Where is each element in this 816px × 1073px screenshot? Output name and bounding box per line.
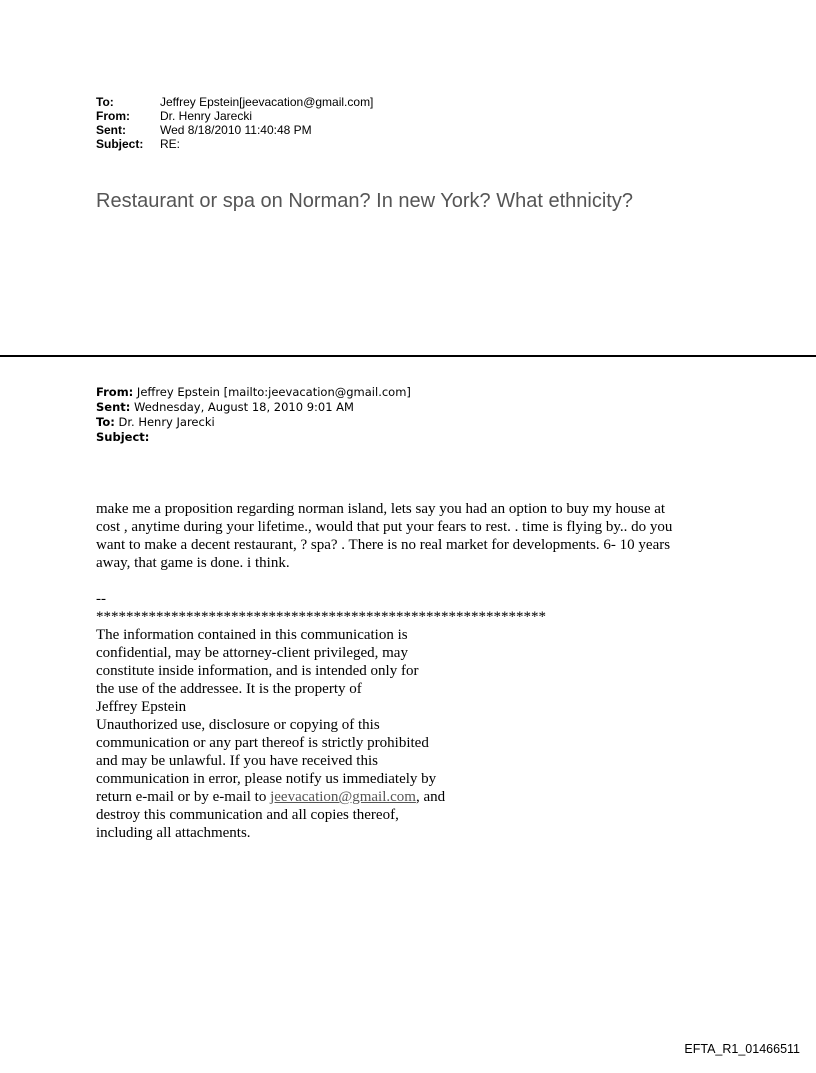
to-value: Jeffrey Epstein[jeevacation@gmail.com] bbox=[160, 95, 374, 109]
signature-return-line bbox=[96, 788, 546, 806]
signature-line: communication in error, please notify us immediately by bbox=[96, 771, 437, 787]
return-prefix: return e-mail or by e-mail to bbox=[96, 789, 271, 805]
signature-line: including all attachments. bbox=[96, 825, 251, 841]
quoted-body-line: want to make a decent restaurant, ? spa? . There is no real market for developments. 6- 10 years bbox=[96, 537, 671, 553]
signature-line: confidential, may be attorney-client privileged, may bbox=[96, 645, 408, 661]
quoted-subject-row bbox=[96, 430, 411, 445]
signature-line: Jeffrey Epstein bbox=[96, 699, 187, 715]
quoted-body-line: make me a proposition regarding norman island, lets say you had an option to buy my house at bbox=[96, 501, 666, 517]
quoted-sent-row bbox=[96, 400, 411, 415]
from-value: Dr. Henry Jarecki bbox=[160, 109, 253, 123]
quoted-body-line: cost , anytime during your lifetime., would that put your fears to rest. . time is flying by.. do you bbox=[96, 519, 673, 535]
signature-line: and may be unlawful. If you have received this bbox=[96, 753, 378, 769]
quoted-body-line: away, that game is done. i think. bbox=[96, 555, 290, 571]
message-divider bbox=[0, 355, 816, 357]
sent-row bbox=[96, 123, 373, 137]
sent-label: Sent: bbox=[96, 123, 126, 137]
signature-line: destroy this communication and all copies thereof, bbox=[96, 807, 399, 823]
signature-line: the use of the addressee. It is the property of bbox=[96, 681, 362, 697]
sent-value: Wed 8/18/2010 11:40:48 PM bbox=[160, 123, 312, 137]
signature-stars: ************************************************************ bbox=[96, 609, 546, 625]
email-header bbox=[96, 95, 373, 151]
signature-line: constitute inside information, and is intended only for bbox=[96, 663, 419, 679]
quoted-body bbox=[96, 500, 726, 572]
quoted-from-value: Jeffrey Epstein [mailto:jeevacation@gmail.com] bbox=[133, 385, 411, 399]
signature-line: communication or any part thereof is strictly prohibited bbox=[96, 735, 429, 751]
reply-body: Restaurant or spa on Norman? In new York? What ethnicity? bbox=[96, 190, 633, 212]
quoted-header bbox=[96, 385, 411, 445]
return-suffix: , and bbox=[415, 789, 446, 805]
quoted-to-label: To: bbox=[96, 415, 115, 429]
document-id: EFTA_R1_01466511 bbox=[684, 1042, 800, 1056]
from-row bbox=[96, 109, 373, 123]
quoted-to-row bbox=[96, 415, 411, 430]
to-row bbox=[96, 95, 373, 109]
signature-line: The information contained in this communication is bbox=[96, 627, 408, 643]
confidentiality-signature bbox=[96, 590, 546, 842]
from-label: From: bbox=[96, 109, 130, 123]
subject-value: RE: bbox=[160, 137, 181, 151]
subject-label: Subject: bbox=[96, 137, 144, 151]
signature-line: Unauthorized use, disclosure or copying of this bbox=[96, 717, 380, 733]
subject-row bbox=[96, 137, 373, 151]
signature-dashes: -- bbox=[96, 591, 106, 607]
quoted-from-row bbox=[96, 385, 411, 400]
quoted-sent-label: Sent: bbox=[96, 400, 131, 414]
email-link[interactable]: jeevacation@gmail.com bbox=[270, 789, 416, 805]
to-label: To: bbox=[96, 95, 114, 109]
quoted-sent-value: Wednesday, August 18, 2010 9:01 AM bbox=[130, 400, 354, 414]
quoted-from-label: From: bbox=[96, 385, 134, 399]
quoted-subject-label: Subject: bbox=[96, 430, 150, 444]
quoted-to-value: Dr. Henry Jarecki bbox=[114, 415, 215, 429]
